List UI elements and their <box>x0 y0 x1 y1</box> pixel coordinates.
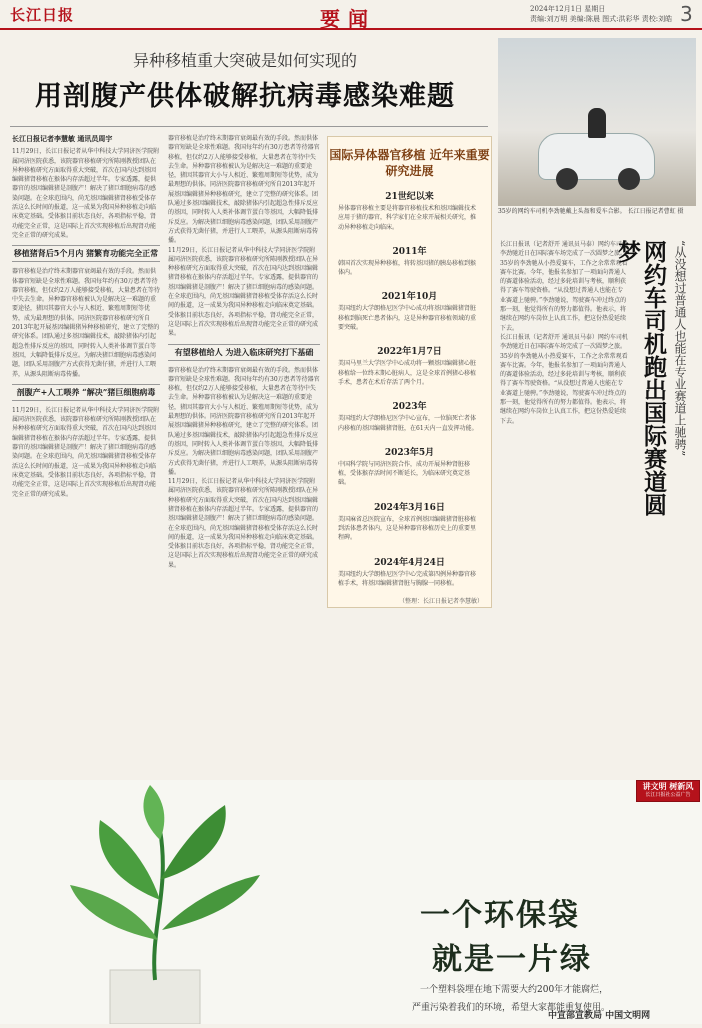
lead-column-1 <box>12 134 160 774</box>
ad-badge <box>636 780 700 802</box>
side-subhead: “从没想过普通人也能在专业赛道上驰骋” <box>673 240 687 457</box>
timeline-text: 美国纽约大学朗格尼医学中心宣布，一位脑死亡者体内移植的基因编辑猪肾脏，在61天内一直发挥功能。 <box>338 415 478 432</box>
photo-race-car <box>498 38 696 206</box>
timeline-text: 中国科学院与同济医院合作，成功开展异种肾脏移植，受体猴存活时间不断延长，为临床研究奠定基础。 <box>338 460 471 487</box>
ad-badge-subtitle: 长江日报社公益广告 <box>645 792 691 798</box>
section-title: 要闻 <box>320 7 376 31</box>
timeline-list <box>328 244 491 590</box>
lead-text-2c: 器官移植是治疗终末期器官衰竭最有效的手段。然而供体器官短缺是全球性难题。我国每年约有30万患者等待器官移植，但仅约2万人能够接受移植，大量患者在等待中失去生命。异种器官移植被认为是解决这一难题的重要途径，猪因其器官大小与人相近、繁殖周期短等优势，成为最理想的供体。同济医院器官移植研究所自2013年起开展基因编辑猪异种移植研究，建立了完整的研究体系。团队通过多基因编辑技术，敲除猪体内引起超急性排斥反应的基因，同时转入人类补体调节蛋白等基因，大幅降低排斥反应。为解决猪巨细胞病毒感染问题，团队采用剖腹产方式获得无菌仔猪，并进行人工喂养，从源头阻断病毒传播。 <box>168 366 320 476</box>
driver-figure <box>588 108 606 138</box>
timeline-text: 美国麻省总医院宣布，全球首例基因编辑猪肾脏移植到活体患者体内，这是异种器官移植历史上的重要里程碑。 <box>338 515 477 542</box>
timeline-year: 2024年4月24日 <box>374 557 445 568</box>
lead-byline: 长江日报记者李慧敏 通讯员周宇 <box>12 134 113 143</box>
timeline-text: 美国马里兰大学医学中心成功将一颗基因编辑猪心脏移植给一位终末期心脏病人，这是全球首例猪心移植手术，患者在术后存活了两个月。 <box>338 360 477 386</box>
side-headline-block <box>614 240 696 530</box>
newspaper-logo: 长江日报 <box>10 6 75 24</box>
timeline-year: 2024年3月16日 <box>374 502 445 513</box>
lead-subhead-3: 有望移植给人 为进入临床研究打下基础 <box>168 344 320 361</box>
lead-text-2: 器官移植是治疗终末期器官衰竭最有效的手段。然而供体器官短缺是全球性难题。我国每年约有30万患者等待器官移植，但仅约2万人能够接受移植，大量患者在等待中失去生命。异种器官移植被认为是解决这一难题的重要途径，猪因其器官大小与人相近、繁殖周期短等优势，成为最理想的供体。同济医院器官移植研究所自2013年起开展基因编辑猪异种移植研究，建立了完整的研究体系。团队通过多基因编辑技术，敲除猪体内引起超急性排斥反应的基因，同时转入人类补体调节蛋白等基因，大幅降低排斥反应。为解决猪巨细胞病毒感染问题，团队采用剖腹产方式获得无菌仔猪，并进行人工喂养，从源头阻断病毒传播。 <box>168 135 320 245</box>
timeline-year: 2022年1月7日 <box>377 347 442 358</box>
timeline-year: 2023年5月 <box>384 447 435 458</box>
wheel-front <box>556 168 578 190</box>
ad-body-line-1: 一个塑料袋埋在地下需要大约200年才能腐烂， <box>420 985 609 995</box>
lead-headline: 用剖腹产供体破解抗病毒感染难题 <box>35 81 455 112</box>
side-text-b: 长江日报讯（记者舒开 通讯员马泰）网约车司机李劲驰近日在国际赛车场完成了一次圆梦之旅。35岁的李劲驰从小热爱赛车，工作之余常常观看赛车比赛。今年，他报名参加了一项面向普通人的赛道体验活动，经过多轮培训与考核，顺利获得了赛车驾驶资格。“从没想过普通人也能在专业赛道上驰骋。”李劲驰说，驾驶赛车冲过终点的那一刻，他觉得所有的努力都值得。他表示，将继续在网约车岗位上认真工作，把这份热爱延续下去。 <box>500 333 628 425</box>
photo-credit: 长江日报记者曹虹 摄 <box>627 208 684 215</box>
ad-body-line-2: 严重污染着我们的环境，希望大家都能重复使用。 <box>412 1003 611 1013</box>
timeline-title: 国际异体器官移植 近年来重要研究进展 <box>329 148 490 178</box>
photo-caption-text: 35岁的网约车司机李劲驰戴上头盔和爱车合影。 <box>498 208 626 215</box>
timeline-credit: （整理：长江日报记者李慧敏） <box>398 598 483 606</box>
lead-text-2b: 11月29日，长江日报记者从华中科技大学同济医学院附属同济医院获悉，该院器官移植研究所陈刚教授团队在异种移植研究方面取得重大突破，首次在国内达到基因编辑猪肾移植在猴体内存活超过半年。专家透露，提供器官的基因编辑猪是剖腹产！解决了猪巨细胞病毒的感染问题。在全球范围内，尚无基因编辑猪肾移植受体存活这么长时间的报道，这一成果为我国异种移植走向临床奠定基础。受体猴目前状态良好，各项指标平稳，肾功能完全正常，这是国际上首次实现移植后出现肾功能完全正常的研究成果。 <box>168 246 319 338</box>
timeline-year: 2023年 <box>392 402 427 413</box>
photo-caption <box>498 208 696 216</box>
ad-footer: 中宣部宣教局 中国文明网 <box>548 1011 651 1021</box>
timeline-year: 2011年 <box>392 246 427 257</box>
side-story-body <box>500 240 628 780</box>
lead-text-2d: 11月29日，长江日报记者从华中科技大学同济医学院附属同济医院获悉，该院器官移植研究所陈刚教授团队在异种移植研究方面取得重大突破，首次在国内达到基因编辑猪肾移植在猴体内存活超过半年。专家透露，提供器官的基因编辑猪是剖腹产！解决了猪巨细胞病毒的感染问题。在全球范围内，尚无基因编辑猪肾移植受体存活这么长时间的报道，这一成果为我国异种移植走向临床奠定基础。受体猴目前状态良好，各项指标平稳，肾功能完全正常，这是国际上首次实现移植后出现肾功能完全正常的研究成果。 <box>168 478 319 569</box>
side-headline: 网约车司机跑出国际赛道圆梦 <box>614 240 666 516</box>
ad-title-line-2: 就是一片绿 <box>432 942 592 977</box>
timeline-intro-year: 21世纪以来 <box>385 192 434 202</box>
lead-text-1b: 器官移植是治疗终末期器官衰竭最有效的手段。然而供体器官短缺是全球性难题。我国每年约有30万患者等待器官移植，但仅约2万人能够接受移植，大量患者在等待中失去生命。异种器官移植被认为是解决这一难题的重要途径，猪因其器官大小与人相近、繁殖周期短等优势，成为最理想的供体。同济医院器官移植研究所自2013年起开展基因编辑猪异种移植研究，建立了完整的研究体系。团队通过多基因编辑技术，敲除猪体内引起超急性排斥反应的基因，同时转入人类补体调节蛋白等基因，大幅降低排斥反应。为解决猪巨细胞病毒感染问题，团队采用剖腹产方式获得无菌仔猪，并进行人工喂养，从源头阻断病毒传播。 <box>12 268 160 378</box>
side-text: 长江日报讯（记者舒开 通讯员马泰）网约车司机李劲驰近日在国际赛车场完成了一次圆梦之旅。35岁的李劲驰从小热爱赛车，工作之余常常观看赛车比赛。今年，他报名参加了一项面向普通人的赛道体验活动，经过多轮培训与考核，顺利获得了赛车驾驶资格。“从没想过普通人也能在专业赛道上驰骋。”李劲驰说，驾驶赛车冲过终点的那一刻，他觉得所有的努力都值得。他表示，将继续在网约车岗位上认真工作，把这份热爱延续下去。 <box>500 241 628 332</box>
timeline-intro-text: 异体器官移植主要是将器官移植技术和基因编辑技术应用于猪的器官，科学家们在全球开展相关研究，推动异种移植走向临床。 <box>338 205 477 231</box>
editor-line: 责编:刘万明 美编:陈晨 图式:洪彩华 责校:刘皓 <box>530 15 673 23</box>
lead-text-1c: 11月29日，长江日报记者从华中科技大学同济医学院附属同济医院获悉，该院器官移植研究所陈刚教授团队在异种移植研究方面取得重大突破，首次在国内达到基因编辑猪肾移植在猴体内存活超过半年。专家透露，提供器官的基因编辑猪是剖腹产！解决了猪巨细胞病毒的感染问题。在全球范围内，尚无基因编辑猪肾移植受体存活这么长时间的报道，这一成果为我国异种移植走向临床奠定基础。受体猴目前状态良好，各项指标平稳，肾功能完全正常，这是国际上首次实现移植后出现肾功能完全正常的研究成果。 <box>12 406 160 498</box>
timeline-text: 美国纽约大学朗格尼医学中心成功将基因编辑猪肾脏移植到脑死亡患者体内，这是异种器官移植领域的重要突破。 <box>338 305 477 332</box>
lead-kicker: 异种移植重大突破是如何实现的 <box>132 51 357 70</box>
timeline-year: 2021年10月 <box>381 292 438 303</box>
ad-badge-title: 讲文明 树新风 <box>642 781 694 791</box>
timeline-text: 美国纽约大学朗格尼医学中心完成第四例异种器官移植手术，将基因编辑猪肾脏与胸腺一同移植。 <box>338 570 477 587</box>
timeline-text: 韩国首次实现异种移植，将转基因猪的胰岛移植到猴体内。 <box>338 259 477 277</box>
divider <box>10 126 488 127</box>
page-number: 3 <box>680 2 693 26</box>
wheel-rear <box>618 168 640 190</box>
lead-column-2 <box>168 134 320 774</box>
date-line: 2024年12月1日 星期日 <box>530 5 606 13</box>
lead-text-1: 11月29日，长江日报记者从华中科技大学同济医学院附属同济医院获悉，该院器官移植研究所陈刚教授团队在异种移植研究方面取得重大突破，首次在国内达到基因编辑猪肾移植在猴体内存活超过半年。专家透露，提供器官的基因编辑猪是剖腹产！解决了猪巨细胞病毒的感染问题。在全球范围内，尚无基因编辑猪肾移植受体存活这么长时间的报道，这一成果为我国异种移植走向临床奠定基础。受体猴目前状态良好，各项指标平稳，肾功能完全正常，这是国际上首次实现移植后出现肾功能完全正常的研究成果。 <box>12 148 160 239</box>
lead-subhead-2: 剖腹产+人工喂养 “解决”猪巨细胞病毒 <box>12 384 160 401</box>
timeline-box <box>327 136 492 608</box>
lead-subhead-1: 移植猪肾后5个月内 猪繁育功能完全正常 <box>12 245 160 262</box>
plant-illustration <box>0 780 340 1024</box>
ad-title-line-1: 一个环保袋 <box>420 898 580 933</box>
